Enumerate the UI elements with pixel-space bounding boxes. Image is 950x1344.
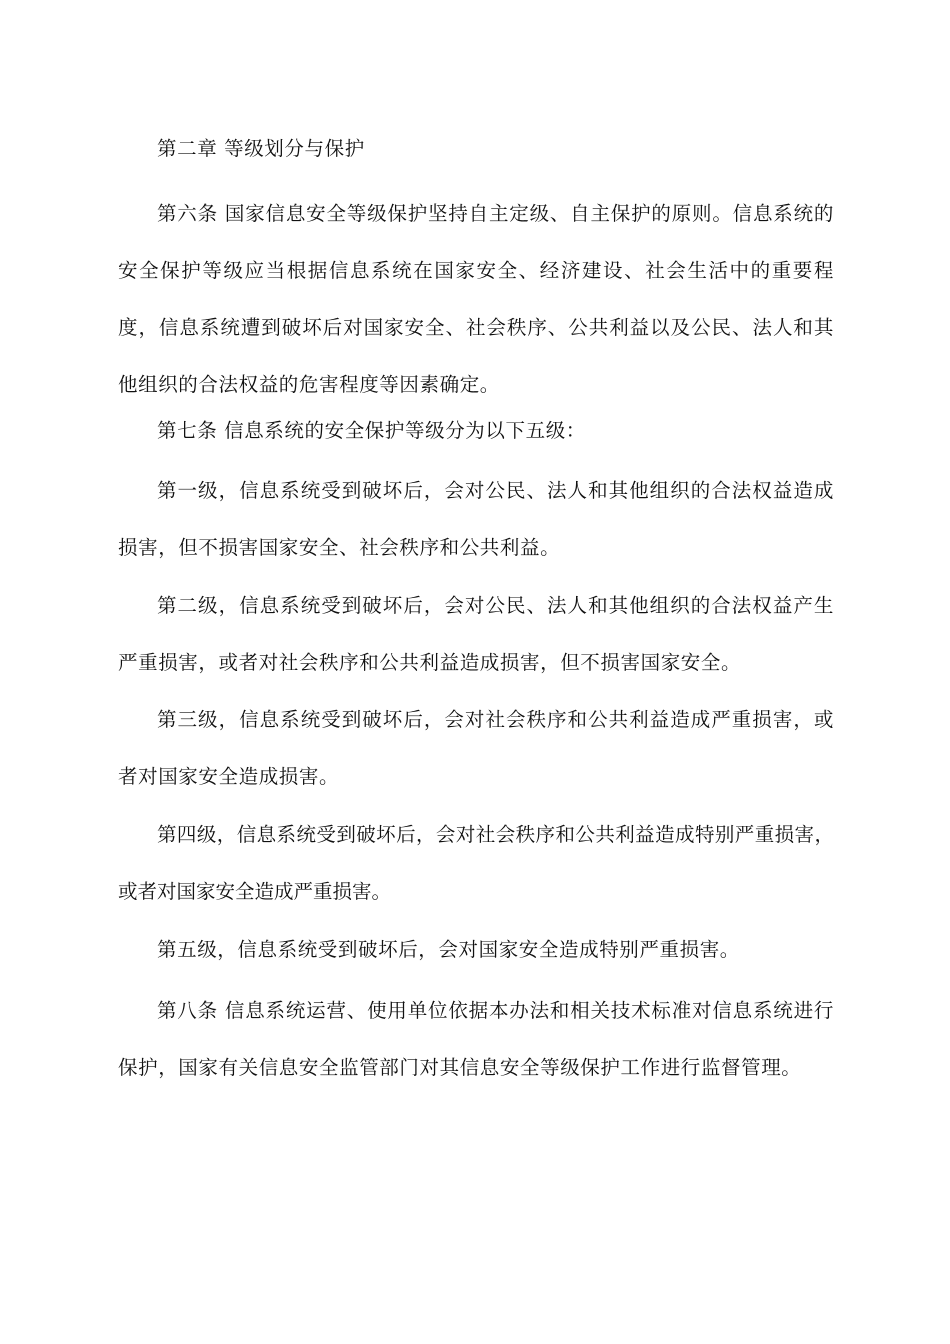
paragraph-level-5: 第五级，信息系统受到破坏后，会对国家安全造成特别严重损害。 (157, 938, 740, 961)
paragraph-level-3: 第三级，信息系统受到破坏后，会对社会秩序和公共利益造成严重损害，或者对国家安全造成损害。 (118, 708, 834, 788)
paragraph-level-1: 第一级，信息系统受到破坏后，会对公民、法人和其他组织的合法权益造成损害，但不损害国家安全、社会秩序和公共利益。 (118, 479, 834, 559)
chapter-heading: 第二章 等级划分与保护 (157, 137, 365, 160)
paragraph-article-8: 第八条 信息系统运营、使用单位依据本办法和相关技术标准对信息系统进行保护，国家有关信息安全监管部门对其信息安全等级保护工作进行监督管理。 (118, 999, 834, 1079)
paragraph-level-2: 第二级，信息系统受到破坏后，会对公民、法人和其他组织的合法权益产生严重损害，或者对社会秩序和公共利益造成损害，但不损害国家安全。 (118, 594, 834, 674)
paragraph-article-7: 第七条 信息系统的安全保护等级分为以下五级： (157, 419, 586, 442)
paragraph-article-6: 第六条 国家信息安全等级保护坚持自主定级、自主保护的原则。信息系统的安全保护等级应当根据信息系统在国家安全、经济建设、社会生活中的重要程度，信息系统遭到破坏后对国家安全、社会秩序、公共利益以及公民、法人和其他组织的合法权益的危害程度等因素确定。 (118, 202, 834, 396)
paragraph-level-4: 第四级，信息系统受到破坏后，会对社会秩序和公共利益造成特别严重损害，或者对国家安全造成严重损害。 (118, 823, 834, 903)
